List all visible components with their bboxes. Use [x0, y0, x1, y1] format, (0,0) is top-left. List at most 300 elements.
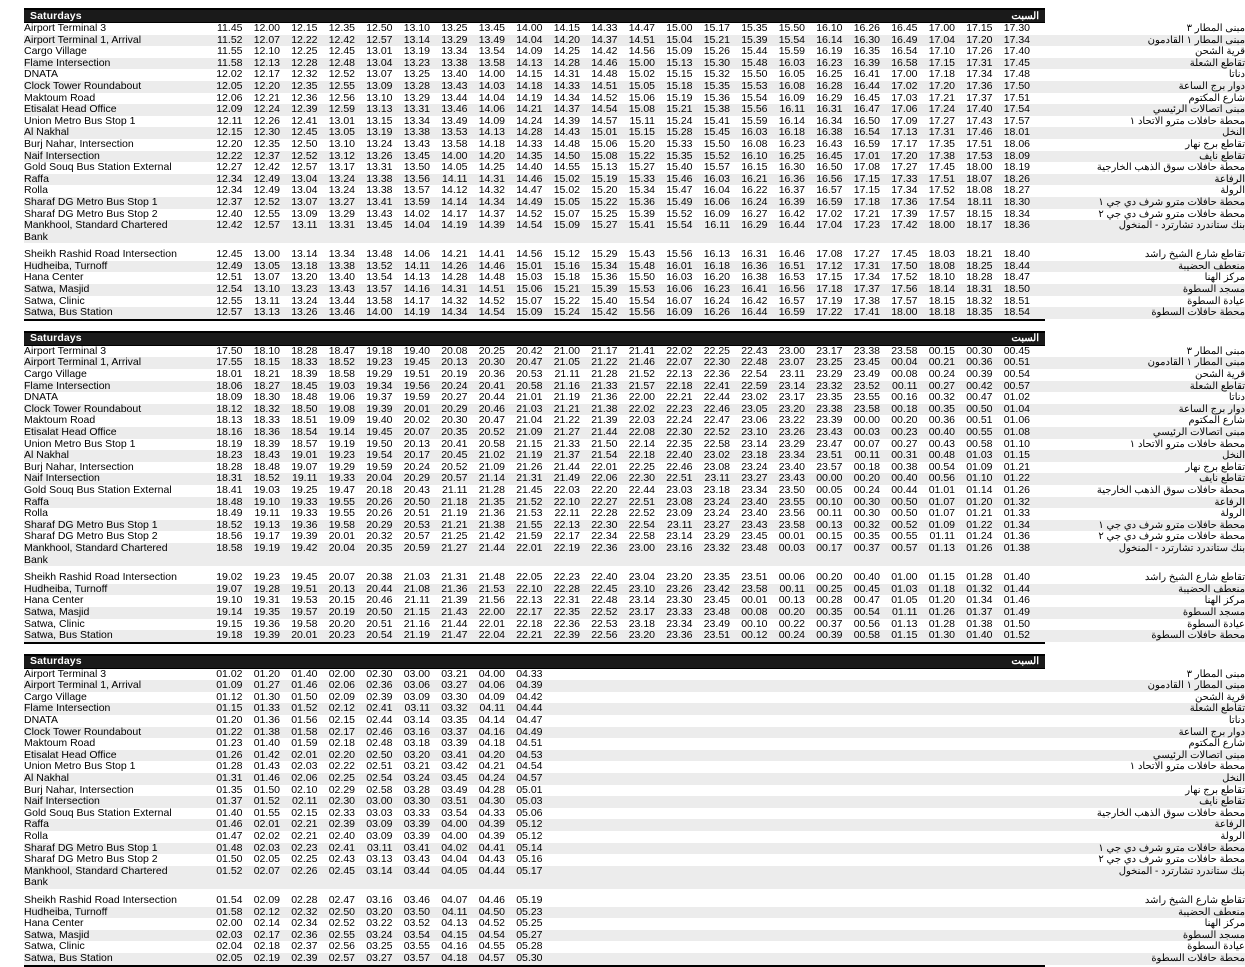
departure-time: 23.10 [618, 584, 656, 596]
departure-time: 04.00 [430, 831, 468, 843]
departure-time: 01.23 [205, 738, 243, 750]
departure-time: 17.27 [918, 116, 956, 128]
departure-time: 22.08 [618, 427, 656, 439]
departure-time: 15.15 [655, 69, 693, 81]
departure-time: 01.50 [243, 785, 281, 797]
departure-time: 13.24 [280, 296, 318, 308]
departure-time: 00.35 [843, 531, 881, 543]
timetable-header-3 [24, 654, 1045, 669]
departure-time: 23.57 [805, 462, 843, 474]
departure-time: 01.52 [280, 703, 318, 715]
departure-time: 14.50 [543, 151, 581, 163]
departure-time: 20.02 [393, 415, 431, 427]
departure-time: 02.09 [243, 895, 281, 907]
departure-time [543, 941, 581, 953]
departure-time: 05.25 [505, 918, 543, 930]
departure-time [730, 854, 768, 866]
departure-time: 23.29 [805, 369, 843, 381]
departure-time: 17.00 [880, 69, 918, 81]
departure-time: 23.03 [655, 485, 693, 497]
departure-time: 13.10 [243, 284, 281, 296]
departure-time: 01.12 [205, 692, 243, 704]
departure-time [580, 738, 618, 750]
stop-name-ar: قرية الشحن [1030, 46, 1245, 58]
departure-time: 12.28 [280, 58, 318, 70]
timetable-header-2 [24, 331, 1045, 346]
departure-time: 23.17 [618, 607, 656, 619]
departure-time [618, 866, 656, 889]
departure-time [880, 750, 918, 762]
departure-time [805, 680, 843, 692]
departure-time: 22.18 [618, 450, 656, 462]
stop-name-ar: مركز الهنا [1030, 272, 1245, 284]
departure-time: 13.25 [393, 69, 431, 81]
departure-time: 12.57 [243, 220, 281, 243]
departure-time: 05.12 [505, 819, 543, 831]
departure-time [918, 703, 956, 715]
departure-time: 18.47 [993, 272, 1031, 284]
departure-time: 13.57 [393, 185, 431, 197]
departure-time: 21.19 [505, 450, 543, 462]
departure-time: 03.45 [430, 773, 468, 785]
departure-time: 19.03 [318, 381, 356, 393]
departure-time [543, 796, 581, 808]
departure-time: 02.22 [318, 761, 356, 773]
departure-time: 04.18 [468, 738, 506, 750]
departure-time: 03.27 [355, 953, 393, 965]
departure-time: 17.17 [880, 139, 918, 151]
departure-time: 19.02 [205, 572, 243, 584]
departure-time: 14.31 [430, 284, 468, 296]
departure-time [618, 895, 656, 907]
departure-time: 16.59 [805, 197, 843, 209]
departure-time [880, 761, 918, 773]
departure-time: 19.10 [205, 595, 243, 607]
departure-time: 02.40 [318, 831, 356, 843]
departure-time: 14.48 [468, 272, 506, 284]
stop-name-en: Naif Intersection [24, 473, 205, 485]
departure-time: 13.50 [393, 162, 431, 174]
departure-time: 04.18 [430, 953, 468, 965]
departure-time [693, 715, 731, 727]
departure-time: 03.16 [355, 895, 393, 907]
departure-time: 19.34 [355, 381, 393, 393]
departure-time [955, 819, 993, 831]
departure-time: 00.55 [955, 427, 993, 439]
departure-time: 00.21 [918, 357, 956, 369]
departure-time: 21.22 [580, 357, 618, 369]
departure-time: 21.26 [505, 462, 543, 474]
departure-time [655, 680, 693, 692]
departure-time: 17.18 [918, 69, 956, 81]
table-row [24, 485, 1245, 497]
departure-time [655, 895, 693, 907]
departure-time: 23.08 [655, 497, 693, 509]
departure-time: 23.27 [693, 520, 731, 532]
departure-time [543, 819, 581, 831]
departure-time: 15.34 [618, 185, 656, 197]
departure-time: 14.03 [468, 81, 506, 93]
departure-time: 20.46 [355, 595, 393, 607]
departure-time: 16.35 [843, 46, 881, 58]
stop-name-ar: محطة حافلات مترو شرف دي جي ٢ [1030, 531, 1245, 543]
stop-name-en: Hana Center [24, 918, 205, 930]
timetable-grid-2 [24, 346, 1245, 642]
departure-time: 22.10 [505, 584, 543, 596]
departure-time: 13.45 [355, 220, 393, 243]
departure-time: 13.23 [393, 58, 431, 70]
departure-time: 00.08 [730, 607, 768, 619]
departure-time: 04.33 [505, 669, 543, 681]
departure-time: 15.02 [618, 69, 656, 81]
departure-time [730, 918, 768, 930]
departure-time: 23.18 [693, 485, 731, 497]
departure-time: 23.51 [730, 572, 768, 584]
departure-time [768, 953, 806, 965]
departure-time: 15.39 [618, 209, 656, 221]
stop-name-en: Sheikh Rashid Road Intersection [24, 895, 205, 907]
departure-time: 14.11 [430, 174, 468, 186]
departure-time: 15.34 [580, 261, 618, 273]
departure-time: 16.24 [693, 296, 731, 308]
departure-time: 17.09 [880, 116, 918, 128]
departure-time: 13.52 [355, 261, 393, 273]
departure-time: 18.49 [205, 508, 243, 520]
stop-name-ar: محطة حافلات سوق الذهب الخارجية [1030, 808, 1245, 820]
block-spacer [0, 321, 1065, 331]
departure-time: 13.15 [355, 116, 393, 128]
departure-time: 14.37 [468, 209, 506, 221]
departure-time [618, 907, 656, 919]
departure-time: 13.19 [393, 46, 431, 58]
stop-name-en: Cargo Village [24, 46, 205, 58]
departure-time: 20.45 [430, 450, 468, 462]
departure-time: 18.51 [280, 415, 318, 427]
departure-time [993, 796, 1031, 808]
departure-time: 15.44 [730, 46, 768, 58]
departure-time: 13.07 [280, 197, 318, 209]
departure-time: 04.00 [430, 819, 468, 831]
departure-time [955, 895, 993, 907]
departure-time [655, 703, 693, 715]
departure-time: 00.28 [805, 595, 843, 607]
header-day-ar: السبت [1011, 10, 1039, 22]
departure-time: 13.04 [280, 185, 318, 197]
departure-time [805, 808, 843, 820]
departure-time: 22.25 [618, 462, 656, 474]
departure-time: 17.27 [880, 162, 918, 174]
departure-time: 16.50 [843, 116, 881, 128]
departure-time: 01.46 [280, 680, 318, 692]
departure-time: 17.26 [955, 46, 993, 58]
departure-time: 01.02 [993, 392, 1031, 404]
departure-time: 14.00 [430, 151, 468, 163]
departure-time [955, 669, 993, 681]
departure-time: 20.44 [355, 584, 393, 596]
departure-time: 17.51 [993, 93, 1031, 105]
departure-time: 16.57 [768, 296, 806, 308]
departure-time: 12.45 [318, 46, 356, 58]
departure-time: 00.54 [993, 369, 1031, 381]
stop-name-ar: شارع المكتوم [1030, 738, 1245, 750]
departure-time: 14.19 [393, 307, 431, 319]
departure-time: 00.47 [843, 595, 881, 607]
departure-time [805, 895, 843, 907]
departure-time [993, 773, 1031, 785]
departure-time: 17.34 [843, 272, 881, 284]
departure-time: 22.23 [655, 404, 693, 416]
table-row [24, 738, 1245, 750]
departure-time: 13.46 [430, 104, 468, 116]
departure-time [655, 866, 693, 889]
departure-time: 02.12 [243, 907, 281, 919]
departure-time: 21.57 [618, 381, 656, 393]
table-row [24, 369, 1245, 381]
stop-name-ar: مركز الهنا [1030, 918, 1245, 930]
departure-time: 03.22 [355, 918, 393, 930]
departure-time: 18.16 [205, 427, 243, 439]
departure-time: 21.27 [430, 543, 468, 566]
departure-time: 23.00 [768, 346, 806, 358]
departure-time: 04.33 [468, 808, 506, 820]
departure-time: 22.48 [730, 357, 768, 369]
departure-time: 20.20 [318, 619, 356, 631]
departure-time: 22.02 [655, 346, 693, 358]
departure-time: 01.27 [243, 680, 281, 692]
departure-time [955, 703, 993, 715]
departure-time: 22.52 [693, 427, 731, 439]
departure-time: 00.01 [730, 595, 768, 607]
departure-time: 21.28 [468, 485, 506, 497]
header-day-en: Saturdays [30, 655, 82, 668]
departure-time: 15.09 [505, 307, 543, 319]
departure-time [918, 808, 956, 820]
departure-time: 22.11 [543, 508, 581, 520]
departure-time: 12.30 [243, 127, 281, 139]
stop-name-ar: الرفاعة [1030, 819, 1245, 831]
stop-name-en: Gold Souq Bus Station External [24, 162, 205, 174]
departure-time: 02.18 [243, 941, 281, 953]
departure-time: 14.00 [355, 307, 393, 319]
departure-time: 14.52 [468, 296, 506, 308]
departure-time [805, 750, 843, 762]
departure-time: 17.15 [955, 23, 993, 35]
departure-time [693, 796, 731, 808]
stop-name-en: Sharaf DG Metro Bus Stop 2 [24, 209, 205, 221]
departure-time: 15.53 [618, 284, 656, 296]
departure-time: 16.14 [768, 116, 806, 128]
departure-time: 13.27 [318, 197, 356, 209]
departure-time: 18.21 [955, 249, 993, 261]
departure-time: 12.49 [205, 261, 243, 273]
departure-time: 00.30 [955, 346, 993, 358]
departure-time: 05.17 [505, 866, 543, 889]
departure-time: 15.40 [655, 162, 693, 174]
departure-time: 14.11 [393, 261, 431, 273]
departure-time: 21.31 [430, 572, 468, 584]
departure-time: 18.08 [955, 185, 993, 197]
departure-time: 23.18 [730, 450, 768, 462]
departure-time: 02.11 [280, 796, 318, 808]
departure-time: 12.36 [280, 93, 318, 105]
departure-time: 01.13 [880, 619, 918, 631]
table-row [24, 284, 1245, 296]
departure-time: 15.48 [618, 261, 656, 273]
stop-name-ar: تقاطع الشعلة [1030, 703, 1245, 715]
departure-time: 00.20 [768, 607, 806, 619]
departure-time: 12.55 [243, 209, 281, 221]
departure-time: 03.39 [393, 819, 431, 831]
departure-time: 17.01 [843, 151, 881, 163]
departure-time: 02.30 [355, 669, 393, 681]
departure-time [655, 843, 693, 855]
departure-time [993, 930, 1031, 942]
departure-time: 23.11 [655, 520, 693, 532]
departure-time [693, 918, 731, 930]
departure-time: 15.45 [693, 127, 731, 139]
departure-time [880, 930, 918, 942]
departure-time: 21.41 [618, 346, 656, 358]
departure-time: 02.44 [355, 715, 393, 727]
departure-time: 16.43 [805, 139, 843, 151]
departure-time: 03.54 [430, 808, 468, 820]
departure-time: 15.35 [730, 23, 768, 35]
departure-time [768, 854, 806, 866]
table-row [24, 572, 1245, 584]
departure-time: 23.56 [768, 508, 806, 520]
departure-time [693, 854, 731, 866]
departure-time: 16.53 [768, 272, 806, 284]
departure-time [955, 773, 993, 785]
departure-time: 17.08 [805, 249, 843, 261]
departure-time [843, 796, 881, 808]
departure-time: 14.28 [505, 127, 543, 139]
stop-name-en-line2: Bank [24, 553, 48, 566]
departure-time: 16.06 [693, 197, 731, 209]
departure-time: 22.13 [543, 520, 581, 532]
departure-time: 23.50 [768, 485, 806, 497]
departure-time: 17.33 [880, 174, 918, 186]
departure-time: 12.32 [280, 69, 318, 81]
departure-time: 03.41 [393, 843, 431, 855]
departure-time: 13.38 [355, 185, 393, 197]
departure-time: 22.30 [580, 520, 618, 532]
departure-time: 23.06 [730, 415, 768, 427]
departure-time: 18.23 [205, 450, 243, 462]
departure-time: 14.46 [505, 174, 543, 186]
departure-time [730, 953, 768, 965]
departure-time [655, 750, 693, 762]
departure-time: 23.05 [730, 404, 768, 416]
departure-time [543, 785, 581, 797]
departure-time: 12.10 [243, 46, 281, 58]
departure-time: 22.03 [543, 485, 581, 497]
departure-time [880, 773, 918, 785]
departure-time [918, 785, 956, 797]
departure-time: 12.07 [243, 35, 281, 47]
departure-time: 21.28 [580, 369, 618, 381]
departure-time: 02.14 [243, 918, 281, 930]
departure-time: 22.58 [618, 531, 656, 543]
departure-time [768, 761, 806, 773]
departure-time: 03.21 [430, 669, 468, 681]
departure-time: 13.24 [318, 185, 356, 197]
departure-time [580, 761, 618, 773]
stop-name-en: Etisalat Head Office [24, 104, 205, 116]
departure-time: 12.52 [243, 197, 281, 209]
departure-time: 18.56 [205, 531, 243, 543]
departure-time: 12.17 [243, 69, 281, 81]
departure-time [768, 941, 806, 953]
departure-time [805, 831, 843, 843]
departure-time: 01.46 [205, 819, 243, 831]
departure-time: 02.54 [355, 773, 393, 785]
departure-time: 16.18 [693, 261, 731, 273]
departure-time: 14.17 [393, 296, 431, 308]
departure-time: 18.08 [918, 261, 956, 273]
departure-time: 02.47 [318, 895, 356, 907]
departure-time: 01.36 [243, 715, 281, 727]
departure-time: 00.24 [918, 369, 956, 381]
departure-time: 18.54 [993, 307, 1031, 319]
table-row [24, 139, 1245, 151]
departure-time: 03.09 [355, 819, 393, 831]
timetable-grid-1 [24, 23, 1245, 319]
departure-time: 14.51 [580, 81, 618, 93]
departure-time: 15.20 [580, 185, 618, 197]
departure-time [655, 831, 693, 843]
departure-time [543, 907, 581, 919]
departure-time: 22.39 [543, 630, 581, 642]
departure-time [618, 918, 656, 930]
stop-name-ar: تقاطع برج نهار [1030, 785, 1245, 797]
departure-time: 17.38 [843, 296, 881, 308]
table-row [24, 104, 1245, 116]
departure-time: 23.58 [768, 520, 806, 532]
departure-time [918, 819, 956, 831]
departure-time: 04.52 [468, 918, 506, 930]
departure-time [730, 692, 768, 704]
departure-time [580, 808, 618, 820]
departure-time: 01.04 [993, 404, 1031, 416]
departure-time: 19.58 [280, 619, 318, 631]
departure-time: 20.57 [393, 531, 431, 543]
departure-time [918, 715, 956, 727]
departure-time: 13.00 [243, 249, 281, 261]
stop-name-ar: منعطف الحضيبة [1030, 261, 1245, 273]
departure-time [955, 738, 993, 750]
departure-time: 12.35 [318, 23, 356, 35]
departure-time: 17.20 [880, 151, 918, 163]
departure-time: 15.56 [730, 104, 768, 116]
departure-time: 03.14 [355, 866, 393, 889]
departure-time [768, 785, 806, 797]
departure-time: 13.43 [393, 139, 431, 151]
departure-time: 02.02 [243, 831, 281, 843]
departure-time: 01.40 [280, 669, 318, 681]
departure-time: 13.01 [318, 116, 356, 128]
departure-time: 16.38 [805, 127, 843, 139]
departure-time: 18.36 [243, 427, 281, 439]
departure-time: 15.21 [693, 35, 731, 47]
departure-time: 14.12 [430, 185, 468, 197]
departure-time: 19.36 [280, 520, 318, 532]
stop-name-en: Clock Tower Roundabout [24, 81, 205, 93]
departure-time [580, 727, 618, 739]
departure-time: 18.52 [243, 473, 281, 485]
departure-time: 23.51 [693, 630, 731, 642]
departure-time: 11.45 [205, 23, 243, 35]
